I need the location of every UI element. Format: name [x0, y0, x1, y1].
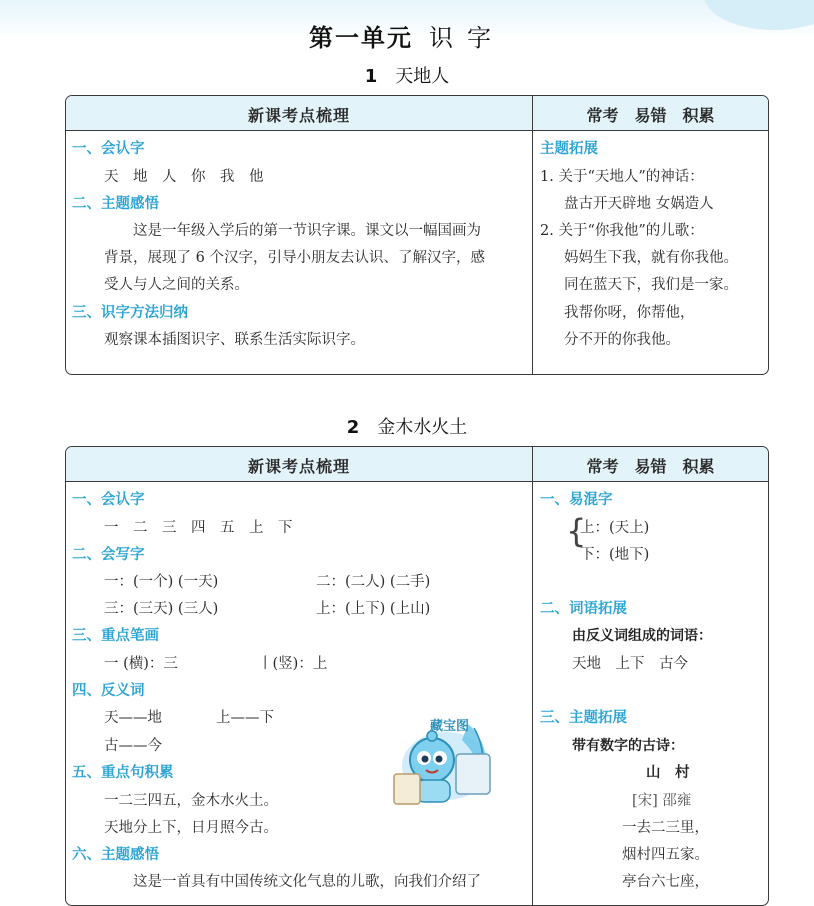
l2-section-heading: 三、重点笔画 — [72, 628, 159, 644]
l2-recognize-chars: 一 二 三 四 五 上 下 — [104, 520, 293, 536]
l2-write-item: 一：(一个) (一天) — [104, 574, 219, 590]
poem-line: 亭台六七座， — [622, 874, 709, 890]
header-tag-error: 易错 — [634, 457, 667, 476]
lesson2-title — [0, 413, 814, 439]
l1-method-text: 观察课本插图识字、联系生活实际识字。 — [104, 332, 365, 348]
brace-icon: { — [566, 512, 587, 550]
l2-write-item: 二：(二人) (二手) — [316, 574, 431, 590]
l2-section-heading: 二、会写字 — [72, 547, 145, 563]
l2-section-heading: 一、会认字 — [72, 492, 145, 508]
l1-song-line: 分不开的你我他。 — [564, 332, 680, 348]
header-tag-accumulate: 积累 — [682, 106, 715, 125]
unit-subtitle: 识字 — [429, 24, 505, 52]
l2-stroke-item: 丨(竖)：上 — [258, 656, 328, 672]
l2-section-heading: 四、反义词 — [72, 683, 145, 699]
poem-title: 山 村 — [646, 764, 690, 781]
l1-song-line: 同在蓝天下，我们是一家。 — [564, 277, 738, 293]
lesson2-panel — [65, 446, 769, 906]
unit-title-text: 第一单元 — [309, 24, 413, 52]
lesson1-title — [0, 62, 814, 88]
lesson1-number: 1 — [364, 66, 378, 87]
lesson1-panel — [65, 95, 769, 375]
lesson2-header-right — [533, 454, 768, 477]
lesson1-header — [66, 96, 768, 131]
l2-antonym: 上——下 — [216, 710, 274, 726]
l2-confuse-char: 上：(天上) — [580, 520, 650, 536]
l2-antonym: 天——地 — [104, 710, 162, 726]
l2-word-list: 天地 上下 古今 — [572, 656, 688, 672]
l1-song-line: 我帮你呀，你帮他， — [564, 305, 695, 321]
l2-key-sentence: 一二三四五，金木水火土。 — [104, 793, 278, 809]
l2-word-sub: 由反义词组成的词语： — [572, 628, 712, 644]
l2-right-heading: 一、易混字 — [540, 492, 613, 508]
header-tag-accumulate: 积累 — [682, 457, 715, 476]
lesson1-name: 天地人 — [395, 66, 450, 87]
lesson2-header-left: 新课考点梳理 — [247, 457, 350, 476]
header-tag-common: 常考 — [586, 457, 619, 476]
l1-extension-detail: 盘古开天辟地 女娲造人 — [564, 196, 714, 212]
lesson2-header — [66, 447, 768, 482]
l1-extension-item: 1. 关于“天地人”的神话： — [540, 169, 704, 185]
l1-recognize-chars: 天 地 人 你 我 他 — [104, 169, 264, 185]
l2-write-item: 三：(三天) (三人) — [104, 601, 219, 617]
l2-section-heading: 六、主题感悟 — [72, 847, 159, 863]
l1-theme-line: 受人与人之间的关系。 — [104, 277, 249, 293]
lesson2-column-divider — [532, 447, 533, 905]
mascot-illustration — [388, 714, 504, 810]
l2-write-item: 上：(上下) (上山) — [316, 601, 431, 617]
l2-confuse-char: 下：(地下) — [580, 547, 650, 563]
poem-line: 烟村四五家。 — [622, 847, 709, 863]
l1-section-heading: 一、会认字 — [72, 141, 145, 157]
l1-section-heading: 三、识字方法归纳 — [72, 305, 188, 321]
l2-poem-sub: 带有数字的古诗： — [572, 738, 684, 754]
lesson2-number: 2 — [346, 417, 360, 438]
mascot-label: 藏宝图 — [430, 719, 470, 734]
l2-theme-line: 这是一首具有中国传统文化气息的儿歌，向我们介绍了 — [104, 874, 481, 890]
l2-stroke-item: 一 (横)：三 — [104, 656, 178, 672]
l2-section-heading: 五、重点句积累 — [72, 765, 174, 781]
poem-line: 一去二三里， — [622, 820, 709, 836]
lesson1-column-divider — [532, 96, 533, 374]
lesson2-name: 金木水火土 — [377, 417, 468, 438]
l1-section-heading: 二、主题感悟 — [72, 196, 159, 212]
lesson1-header-left: 新课考点梳理 — [247, 106, 350, 125]
l1-theme-line: 这是一年级入学后的第一节识字课。课文以一幅国画为 — [104, 223, 481, 239]
l1-theme-line: 背景，展现了 6 个汉字，引导小朋友去认识、了解汉字，感 — [104, 250, 485, 266]
l1-extension-item: 2. 关于“你我他”的儿歌： — [540, 223, 704, 239]
unit-title — [0, 18, 814, 53]
l2-right-heading: 三、主题拓展 — [540, 710, 627, 726]
poem-author: [宋] 邵雍 — [632, 793, 692, 809]
l2-antonym: 古——今 — [104, 738, 162, 754]
header-tag-common: 常考 — [586, 106, 619, 125]
l1-song-line: 妈妈生下我，就有你我他。 — [564, 250, 738, 266]
l2-key-sentence: 天地分上下，日月照今古。 — [104, 820, 278, 836]
lesson1-header-right — [533, 103, 768, 126]
l2-right-heading: 二、词语拓展 — [540, 601, 627, 617]
header-tag-error: 易错 — [634, 106, 667, 125]
l1-extension-heading: 主题拓展 — [540, 141, 598, 157]
